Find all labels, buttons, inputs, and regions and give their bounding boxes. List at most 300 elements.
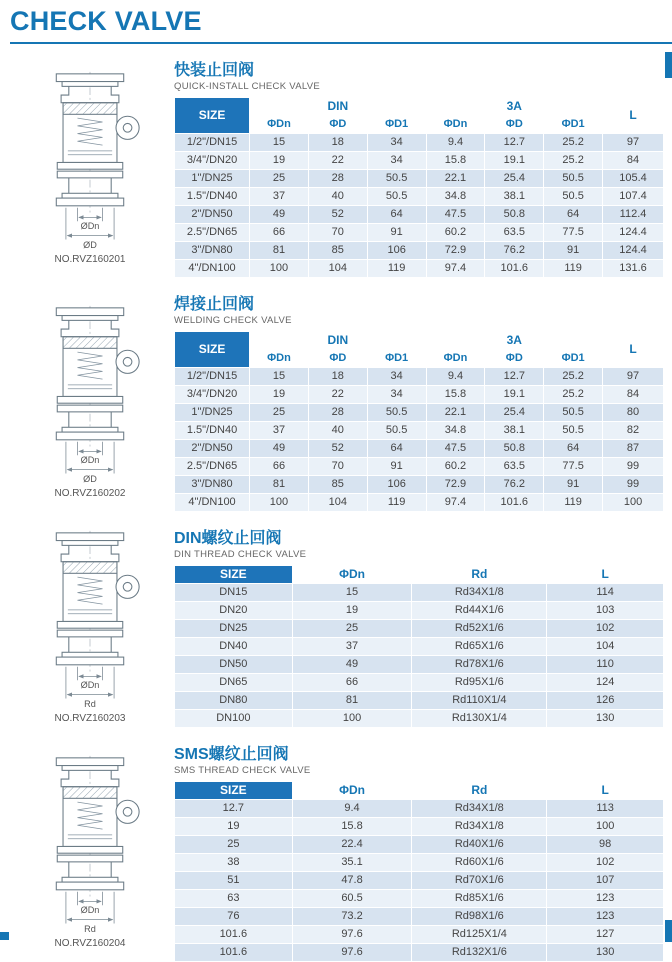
value-cell: 15 bbox=[292, 584, 412, 602]
drawing-column bbox=[6, 57, 174, 278]
spec-table-din-thread bbox=[174, 565, 664, 728]
dim-label-d: ØD bbox=[83, 240, 97, 251]
spec-table-quick-install bbox=[174, 97, 664, 278]
value-cell: 40 bbox=[308, 188, 367, 206]
section-welding-check-valve bbox=[6, 291, 664, 512]
value-cell: 76.2 bbox=[485, 476, 544, 494]
dimension-header: ΦDn bbox=[426, 116, 485, 134]
value-cell: 12.7 bbox=[485, 134, 544, 152]
value-cell: 91 bbox=[544, 476, 603, 494]
section-content bbox=[174, 525, 664, 728]
size-cell: DN50 bbox=[175, 656, 293, 674]
value-cell: Rd130X1/4 bbox=[412, 710, 547, 728]
value-cell: 15 bbox=[250, 134, 309, 152]
value-cell: 91 bbox=[367, 224, 426, 242]
value-cell: 63.5 bbox=[485, 224, 544, 242]
size-cell: 63 bbox=[175, 890, 293, 908]
value-cell: 123 bbox=[547, 890, 664, 908]
value-cell: 130 bbox=[547, 710, 664, 728]
value-cell: Rd52X1/6 bbox=[412, 620, 547, 638]
size-cell: DN65 bbox=[175, 674, 293, 692]
size-header: SIZE bbox=[175, 98, 250, 134]
page-title: CHECK VALVE bbox=[10, 6, 202, 36]
dimension-header: ΦD1 bbox=[544, 350, 603, 368]
size-cell: DN40 bbox=[175, 638, 293, 656]
value-cell: 82 bbox=[603, 422, 664, 440]
table-row bbox=[175, 620, 664, 638]
value-cell: 25.2 bbox=[544, 386, 603, 404]
table-row bbox=[175, 494, 664, 512]
value-cell: Rd125X1/4 bbox=[412, 926, 547, 944]
size-cell: 4"/DN100 bbox=[175, 494, 250, 512]
value-cell: 63.5 bbox=[485, 458, 544, 476]
value-cell: 49 bbox=[292, 656, 412, 674]
table-row bbox=[175, 638, 664, 656]
dimension-header: ΦD bbox=[485, 350, 544, 368]
value-cell: 50.8 bbox=[485, 206, 544, 224]
value-cell: 25 bbox=[250, 404, 309, 422]
standard-group-header: 3A bbox=[426, 98, 603, 116]
value-cell: 124.4 bbox=[603, 224, 664, 242]
value-cell: 112.4 bbox=[603, 206, 664, 224]
value-cell: 114 bbox=[547, 584, 664, 602]
value-cell: Rd60X1/6 bbox=[412, 854, 547, 872]
page-edge-accent-corner bbox=[0, 932, 9, 940]
column-header: L bbox=[547, 782, 664, 800]
page-edge-accent-bottom bbox=[665, 920, 672, 942]
table-row bbox=[175, 602, 664, 620]
value-cell: 34 bbox=[367, 386, 426, 404]
size-cell: 51 bbox=[175, 872, 293, 890]
value-cell: 60.2 bbox=[426, 458, 485, 476]
value-cell: 64 bbox=[544, 206, 603, 224]
size-cell: 2"/DN50 bbox=[175, 440, 250, 458]
section-title-en: DIN THREAD CHECK VALVE bbox=[174, 549, 307, 560]
value-cell: 106 bbox=[367, 242, 426, 260]
value-cell: 50.5 bbox=[367, 170, 426, 188]
size-cell: 2.5"/DN65 bbox=[175, 224, 250, 242]
value-cell: 81 bbox=[292, 692, 412, 710]
value-cell: 60.5 bbox=[292, 890, 412, 908]
table-row bbox=[175, 422, 664, 440]
drawing-number: NO.RVZ160203 bbox=[54, 713, 126, 724]
table-row bbox=[175, 152, 664, 170]
table-row bbox=[175, 458, 664, 476]
value-cell: 50.5 bbox=[367, 404, 426, 422]
table-row bbox=[175, 368, 664, 386]
value-cell: 72.9 bbox=[426, 242, 485, 260]
value-cell: 73.2 bbox=[292, 908, 412, 926]
value-cell: 9.4 bbox=[426, 368, 485, 386]
value-cell: 52 bbox=[308, 206, 367, 224]
table-row bbox=[175, 260, 664, 278]
size-cell: 38 bbox=[175, 854, 293, 872]
dim-label-rd: Rd bbox=[84, 924, 96, 935]
size-cell: 2.5"/DN65 bbox=[175, 458, 250, 476]
value-cell: 19 bbox=[250, 152, 309, 170]
size-cell: DN100 bbox=[175, 710, 293, 728]
size-cell: 1"/DN25 bbox=[175, 404, 250, 422]
value-cell: Rd44X1/6 bbox=[412, 602, 547, 620]
standard-group-header: 3A bbox=[426, 332, 603, 350]
value-cell: 100 bbox=[547, 818, 664, 836]
size-cell: 1/2"/DN15 bbox=[175, 134, 250, 152]
section-title-cn: DIN螺纹止回阀 bbox=[174, 530, 282, 547]
value-cell: 91 bbox=[367, 458, 426, 476]
value-cell: 15.8 bbox=[426, 386, 485, 404]
valve-technical-drawing bbox=[17, 70, 163, 253]
value-cell: 119 bbox=[367, 494, 426, 512]
table-row bbox=[175, 188, 664, 206]
section-title-en: WELDING CHECK VALVE bbox=[174, 315, 292, 326]
size-cell: 3/4"/DN20 bbox=[175, 152, 250, 170]
value-cell: 66 bbox=[250, 458, 309, 476]
table-row bbox=[175, 584, 664, 602]
value-cell: 15.8 bbox=[292, 818, 412, 836]
value-cell: 34 bbox=[367, 368, 426, 386]
value-cell: 97.6 bbox=[292, 926, 412, 944]
value-cell: Rd78X1/6 bbox=[412, 656, 547, 674]
value-cell: Rd132X1/6 bbox=[412, 944, 547, 962]
value-cell: 100 bbox=[250, 260, 309, 278]
value-cell: 105.4 bbox=[603, 170, 664, 188]
table-row bbox=[175, 926, 664, 944]
value-cell: 85 bbox=[308, 242, 367, 260]
value-cell: 126 bbox=[547, 692, 664, 710]
value-cell: 18 bbox=[308, 134, 367, 152]
table-row bbox=[175, 476, 664, 494]
size-cell: 4"/DN100 bbox=[175, 260, 250, 278]
table-row bbox=[175, 818, 664, 836]
value-cell: 100 bbox=[603, 494, 664, 512]
value-cell: 81 bbox=[250, 242, 309, 260]
section-title-cn: 焊接止回阀 bbox=[174, 296, 255, 313]
table-row bbox=[175, 800, 664, 818]
page-header bbox=[0, 0, 672, 44]
dim-label-dn: ØDn bbox=[80, 454, 100, 465]
value-cell: 47.5 bbox=[426, 206, 485, 224]
section-title-cn: SMS螺纹止回阀 bbox=[174, 746, 289, 763]
value-cell: 25.2 bbox=[544, 152, 603, 170]
value-cell: 99 bbox=[603, 476, 664, 494]
value-cell: 106 bbox=[367, 476, 426, 494]
valve-technical-drawing bbox=[17, 304, 163, 487]
value-cell: Rd70X1/6 bbox=[412, 872, 547, 890]
value-cell: 50.5 bbox=[367, 422, 426, 440]
size-cell: 19 bbox=[175, 818, 293, 836]
section-content bbox=[174, 741, 664, 962]
value-cell: Rd98X1/6 bbox=[412, 908, 547, 926]
dimension-header: ΦD1 bbox=[367, 116, 426, 134]
value-cell: 34.8 bbox=[426, 188, 485, 206]
size-cell: 101.6 bbox=[175, 944, 293, 962]
value-cell: 64 bbox=[367, 440, 426, 458]
value-cell: 103 bbox=[547, 602, 664, 620]
value-cell: 50.5 bbox=[367, 188, 426, 206]
value-cell: 124 bbox=[547, 674, 664, 692]
drawing-number: NO.RVZ160202 bbox=[54, 488, 126, 499]
size-cell: 1/2"/DN15 bbox=[175, 368, 250, 386]
dim-label-dn: ØDn bbox=[80, 904, 100, 915]
value-cell: 22 bbox=[308, 152, 367, 170]
table-row bbox=[175, 242, 664, 260]
title-divider bbox=[10, 42, 672, 44]
section-title-en: SMS THREAD CHECK VALVE bbox=[174, 765, 311, 776]
value-cell: 22 bbox=[308, 386, 367, 404]
table-row bbox=[175, 170, 664, 188]
column-header: Rd bbox=[412, 566, 547, 584]
value-cell: 81 bbox=[250, 476, 309, 494]
value-cell: 50.8 bbox=[485, 440, 544, 458]
table-row bbox=[175, 386, 664, 404]
value-cell: Rd110X1/4 bbox=[412, 692, 547, 710]
table-row bbox=[175, 854, 664, 872]
dimension-header: ΦD1 bbox=[544, 116, 603, 134]
section-title-cn: 快装止回阀 bbox=[174, 62, 255, 79]
length-header: L bbox=[603, 332, 664, 368]
dimension-header: ΦDn bbox=[250, 116, 309, 134]
value-cell: 84 bbox=[603, 386, 664, 404]
size-cell: DN15 bbox=[175, 584, 293, 602]
value-cell: 113 bbox=[547, 800, 664, 818]
table-row bbox=[175, 836, 664, 854]
value-cell: 76.2 bbox=[485, 242, 544, 260]
value-cell: 100 bbox=[250, 494, 309, 512]
size-cell: 1.5"/DN40 bbox=[175, 422, 250, 440]
section-content bbox=[174, 57, 664, 278]
section-din-thread-check-valve bbox=[6, 525, 664, 728]
value-cell: 35.1 bbox=[292, 854, 412, 872]
value-cell: 72.9 bbox=[426, 476, 485, 494]
value-cell: 60.2 bbox=[426, 224, 485, 242]
spec-table-welding bbox=[174, 331, 664, 512]
value-cell: 64 bbox=[544, 440, 603, 458]
dim-label-dn: ØDn bbox=[80, 679, 100, 690]
dimension-header: ΦDn bbox=[426, 350, 485, 368]
value-cell: 25.4 bbox=[485, 170, 544, 188]
value-cell: 70 bbox=[308, 458, 367, 476]
value-cell: 25.4 bbox=[485, 404, 544, 422]
size-cell: 3"/DN80 bbox=[175, 242, 250, 260]
size-header: SIZE bbox=[175, 566, 293, 584]
value-cell: 37 bbox=[292, 638, 412, 656]
value-cell: 38.1 bbox=[485, 188, 544, 206]
value-cell: 19 bbox=[292, 602, 412, 620]
dimension-header: ΦD bbox=[308, 116, 367, 134]
value-cell: 123 bbox=[547, 908, 664, 926]
value-cell: 99 bbox=[603, 458, 664, 476]
size-cell: DN80 bbox=[175, 692, 293, 710]
drawing-number: NO.RVZ160204 bbox=[54, 938, 126, 949]
value-cell: 50.5 bbox=[544, 404, 603, 422]
value-cell: 80 bbox=[603, 404, 664, 422]
value-cell: 40 bbox=[308, 422, 367, 440]
valve-technical-drawing bbox=[17, 529, 163, 712]
table-row bbox=[175, 224, 664, 242]
value-cell: Rd95X1/6 bbox=[412, 674, 547, 692]
value-cell: Rd40X1/6 bbox=[412, 836, 547, 854]
size-cell: 2"/DN50 bbox=[175, 206, 250, 224]
value-cell: 18 bbox=[308, 368, 367, 386]
value-cell: 37 bbox=[250, 188, 309, 206]
size-cell: 1"/DN25 bbox=[175, 170, 250, 188]
value-cell: 28 bbox=[308, 404, 367, 422]
value-cell: Rd85X1/6 bbox=[412, 890, 547, 908]
section-sms-thread-check-valve bbox=[6, 741, 664, 962]
dim-label-rd: Rd bbox=[84, 699, 96, 710]
length-header: L bbox=[603, 98, 664, 134]
value-cell: 107 bbox=[547, 872, 664, 890]
value-cell: 19.1 bbox=[485, 152, 544, 170]
standard-group-header: DIN bbox=[250, 98, 426, 116]
page-edge-accent-top bbox=[665, 52, 672, 78]
value-cell: 127 bbox=[547, 926, 664, 944]
dimension-header: ΦD1 bbox=[367, 350, 426, 368]
table-row bbox=[175, 134, 664, 152]
table-row bbox=[175, 206, 664, 224]
drawing-column bbox=[6, 741, 174, 962]
dim-label-d: ØD bbox=[83, 474, 97, 485]
value-cell: 124.4 bbox=[603, 242, 664, 260]
value-cell: 119 bbox=[544, 260, 603, 278]
value-cell: 34 bbox=[367, 152, 426, 170]
dim-label-dn: ØDn bbox=[80, 220, 100, 231]
value-cell: 119 bbox=[367, 260, 426, 278]
value-cell: 70 bbox=[308, 224, 367, 242]
value-cell: 34.8 bbox=[426, 422, 485, 440]
value-cell: 25 bbox=[250, 170, 309, 188]
value-cell: 130 bbox=[547, 944, 664, 962]
value-cell: Rd34X1/8 bbox=[412, 800, 547, 818]
value-cell: 102 bbox=[547, 854, 664, 872]
value-cell: 9.4 bbox=[426, 134, 485, 152]
size-cell: 25 bbox=[175, 836, 293, 854]
table-row bbox=[175, 404, 664, 422]
valve-technical-drawing bbox=[17, 754, 163, 937]
value-cell: 25 bbox=[292, 620, 412, 638]
value-cell: 52 bbox=[308, 440, 367, 458]
value-cell: 25.2 bbox=[544, 368, 603, 386]
value-cell: 22.1 bbox=[426, 404, 485, 422]
value-cell: 97 bbox=[603, 368, 664, 386]
table-row bbox=[175, 944, 664, 962]
value-cell: 50.5 bbox=[544, 422, 603, 440]
column-header: ΦDn bbox=[292, 782, 412, 800]
value-cell: Rd34X1/8 bbox=[412, 584, 547, 602]
value-cell: 104 bbox=[308, 494, 367, 512]
value-cell: 28 bbox=[308, 170, 367, 188]
size-cell: DN20 bbox=[175, 602, 293, 620]
value-cell: 119 bbox=[544, 494, 603, 512]
value-cell: 97.4 bbox=[426, 494, 485, 512]
value-cell: 91 bbox=[544, 242, 603, 260]
size-cell: 3"/DN80 bbox=[175, 476, 250, 494]
value-cell: 110 bbox=[547, 656, 664, 674]
column-header: L bbox=[547, 566, 664, 584]
value-cell: 49 bbox=[250, 206, 309, 224]
value-cell: 85 bbox=[308, 476, 367, 494]
value-cell: 34 bbox=[367, 134, 426, 152]
size-cell: DN25 bbox=[175, 620, 293, 638]
size-cell: 3/4"/DN20 bbox=[175, 386, 250, 404]
table-row bbox=[175, 872, 664, 890]
drawing-number: NO.RVZ160201 bbox=[54, 254, 126, 265]
value-cell: 104 bbox=[547, 638, 664, 656]
value-cell: 66 bbox=[250, 224, 309, 242]
value-cell: 84 bbox=[603, 152, 664, 170]
value-cell: 100 bbox=[292, 710, 412, 728]
value-cell: 77.5 bbox=[544, 224, 603, 242]
value-cell: 104 bbox=[308, 260, 367, 278]
value-cell: 98 bbox=[547, 836, 664, 854]
value-cell: 12.7 bbox=[485, 368, 544, 386]
value-cell: Rd65X1/6 bbox=[412, 638, 547, 656]
spec-table-sms-thread bbox=[174, 781, 664, 962]
table-row bbox=[175, 692, 664, 710]
section-quick-install-check-valve bbox=[6, 57, 664, 278]
table-row bbox=[175, 890, 664, 908]
table-row bbox=[175, 440, 664, 458]
value-cell: 15.8 bbox=[426, 152, 485, 170]
dimension-header: ΦDn bbox=[250, 350, 309, 368]
table-row bbox=[175, 674, 664, 692]
value-cell: 19.1 bbox=[485, 386, 544, 404]
size-cell: 12.7 bbox=[175, 800, 293, 818]
value-cell: 102 bbox=[547, 620, 664, 638]
table-row bbox=[175, 908, 664, 926]
value-cell: 66 bbox=[292, 674, 412, 692]
value-cell: 131.6 bbox=[603, 260, 664, 278]
value-cell: 37 bbox=[250, 422, 309, 440]
value-cell: 64 bbox=[367, 206, 426, 224]
value-cell: 101.6 bbox=[485, 494, 544, 512]
value-cell: 47.5 bbox=[426, 440, 485, 458]
column-header: ΦDn bbox=[292, 566, 412, 584]
dimension-header: ΦD bbox=[308, 350, 367, 368]
value-cell: 101.6 bbox=[485, 260, 544, 278]
value-cell: 38.1 bbox=[485, 422, 544, 440]
size-cell: 1.5"/DN40 bbox=[175, 188, 250, 206]
column-header: Rd bbox=[412, 782, 547, 800]
value-cell: 49 bbox=[250, 440, 309, 458]
drawing-column bbox=[6, 291, 174, 512]
value-cell: 47.8 bbox=[292, 872, 412, 890]
value-cell: 97.6 bbox=[292, 944, 412, 962]
value-cell: 19 bbox=[250, 386, 309, 404]
size-cell: 101.6 bbox=[175, 926, 293, 944]
value-cell: 15 bbox=[250, 368, 309, 386]
section-content bbox=[174, 291, 664, 512]
value-cell: 25.2 bbox=[544, 134, 603, 152]
value-cell: 97.4 bbox=[426, 260, 485, 278]
value-cell: 97 bbox=[603, 134, 664, 152]
standard-group-header: DIN bbox=[250, 332, 426, 350]
size-header: SIZE bbox=[175, 332, 250, 368]
value-cell: 107.4 bbox=[603, 188, 664, 206]
table-row bbox=[175, 656, 664, 674]
value-cell: Rd34X1/8 bbox=[412, 818, 547, 836]
value-cell: 50.5 bbox=[544, 170, 603, 188]
value-cell: 22.4 bbox=[292, 836, 412, 854]
value-cell: 87 bbox=[603, 440, 664, 458]
value-cell: 50.5 bbox=[544, 188, 603, 206]
value-cell: 77.5 bbox=[544, 458, 603, 476]
size-cell: 76 bbox=[175, 908, 293, 926]
section-title-en: QUICK-INSTALL CHECK VALVE bbox=[174, 81, 320, 92]
size-header: SIZE bbox=[175, 782, 293, 800]
value-cell: 9.4 bbox=[292, 800, 412, 818]
value-cell: 22.1 bbox=[426, 170, 485, 188]
